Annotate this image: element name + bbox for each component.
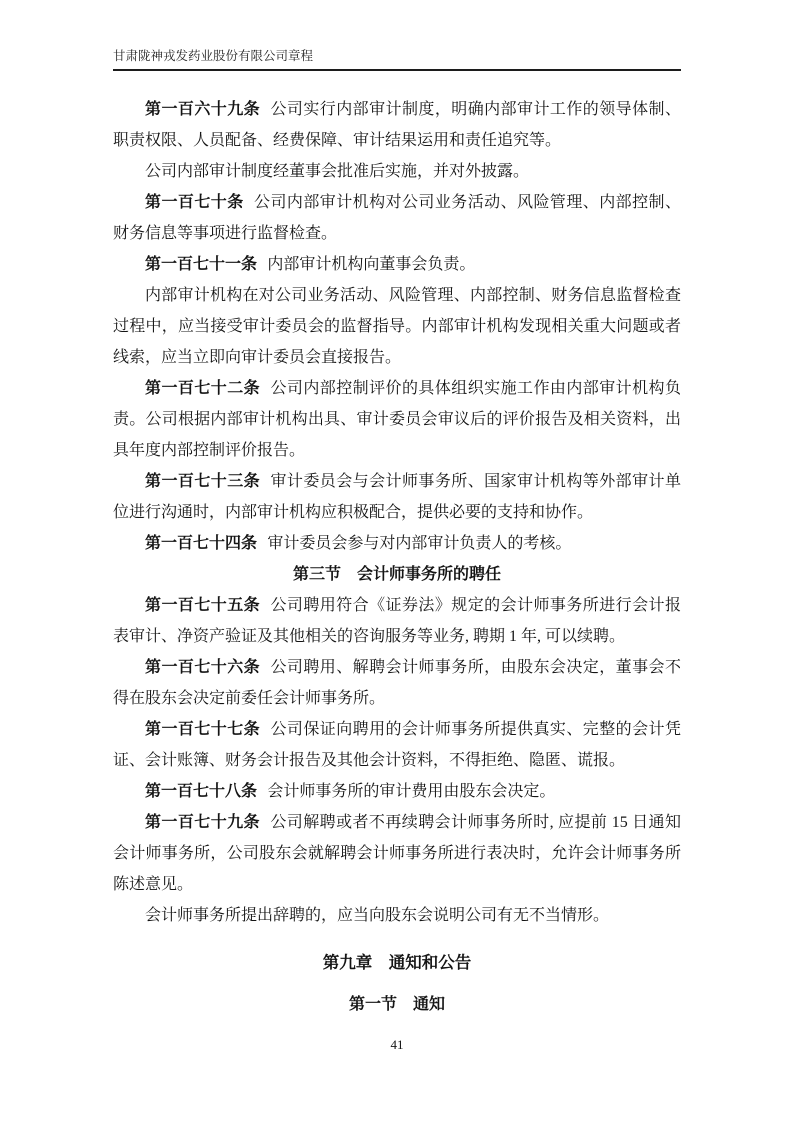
chapter-heading: 第九章 通知和公告	[322, 953, 472, 972]
article-paragraph	[113, 466, 681, 528]
article-text: 公司内部审计机构对公司业务活动、风险管理、内部控制、财务信息等事项进行监督检查。	[113, 194, 681, 242]
article-text: 审计委员会参与对内部审计负责人的考核。	[267, 535, 572, 552]
page-header	[113, 48, 681, 71]
document-body	[113, 94, 681, 1020]
article-text: 公司实行内部审计制度，明确内部审计工作的领导体制、职责权限、人员配备、经费保障、审计结果运用和责任追究等。	[113, 101, 681, 149]
article-text: 审计委员会与会计师事务所、国家审计机构等外部审计单位进行沟通时，内部审计机构应积极配合，提供必要的支持和协作。	[113, 473, 681, 521]
article-text: 公司解聘或者不再续聘会计师事务所时, 应提前 15 日通知会计师事务所，公司股东会就解聘会计师事务所进行表决时，允许会计师事务所陈述意见。	[113, 814, 681, 893]
header-title: 甘肃陇神戎发药业股份有限公司章程	[113, 49, 314, 63]
article-paragraph	[113, 94, 681, 156]
article-paragraph	[113, 373, 681, 466]
article-text: 会计师事务所的审计费用由股东会决定。	[267, 783, 556, 800]
article-paragraph	[113, 714, 681, 776]
page-number: 41	[390, 1037, 404, 1052]
paragraph-text: 内部审计机构在对公司业务活动、风险管理、内部控制、财务信息监督检查过程中，应当接受审计委员会的监督指导。内部审计机构发现相关重大问题或者线索，应当立即向审计委员会直接报告。	[113, 287, 681, 366]
article-text: 公司聘用符合《证券法》规定的会计师事务所进行会计报表审计、净资产验证及其他相关的咨询服务等业务, 聘期 1 年, 可以续聘。	[113, 597, 681, 645]
body-paragraph	[113, 156, 681, 187]
article-number: 第一百六十九条	[145, 101, 261, 118]
page-footer	[0, 1036, 794, 1054]
article-text: 公司内部控制评价的具体组织实施工作由内部审计机构负责。公司根据内部审计机构出具、审计委员会审议后的评价报告及相关资料，出具年度内部控制评价报告。	[113, 380, 681, 459]
article-number: 第一百七十五条	[145, 597, 261, 614]
article-text: 公司聘用、解聘会计师事务所，由股东会决定，董事会不得在股东会决定前委任会计师事务所。	[113, 659, 681, 707]
article-text: 公司保证向聘用的会计师事务所提供真实、完整的会计凭证、会计账簿、财务会计报告及其他会计资料，不得拒绝、隐匿、谎报。	[113, 721, 681, 769]
article-number: 第一百七十二条	[145, 380, 261, 397]
article-number: 第一百七十七条	[145, 721, 261, 738]
article-paragraph	[113, 590, 681, 652]
article-paragraph	[113, 528, 681, 559]
section-heading: 第一节 通知	[348, 996, 445, 1013]
article-paragraph	[113, 807, 681, 900]
body-paragraph	[113, 280, 681, 373]
paragraph-text: 公司内部审计制度经董事会批准后实施，并对外披露。	[145, 163, 530, 180]
article-paragraph	[113, 187, 681, 249]
article-number: 第一百七十九条	[145, 814, 260, 831]
article-number: 第一百七十八条	[145, 783, 258, 800]
article-number: 第一百七十一条	[145, 256, 258, 273]
article-text: 内部审计机构向董事会负责。	[267, 256, 476, 273]
section-heading: 第三节 会计师事务所的聘任	[292, 566, 501, 583]
body-paragraph	[113, 900, 681, 931]
paragraph-text: 会计师事务所提出辞聘的，应当向股东会说明公司有无不当情形。	[145, 907, 610, 924]
article-number: 第一百七十三条	[145, 473, 261, 490]
article-paragraph	[113, 249, 681, 280]
article-number: 第一百七十六条	[145, 659, 261, 676]
article-paragraph	[113, 776, 681, 807]
article-number: 第一百七十条	[145, 194, 244, 211]
article-paragraph	[113, 652, 681, 714]
article-number: 第一百七十四条	[145, 535, 258, 552]
